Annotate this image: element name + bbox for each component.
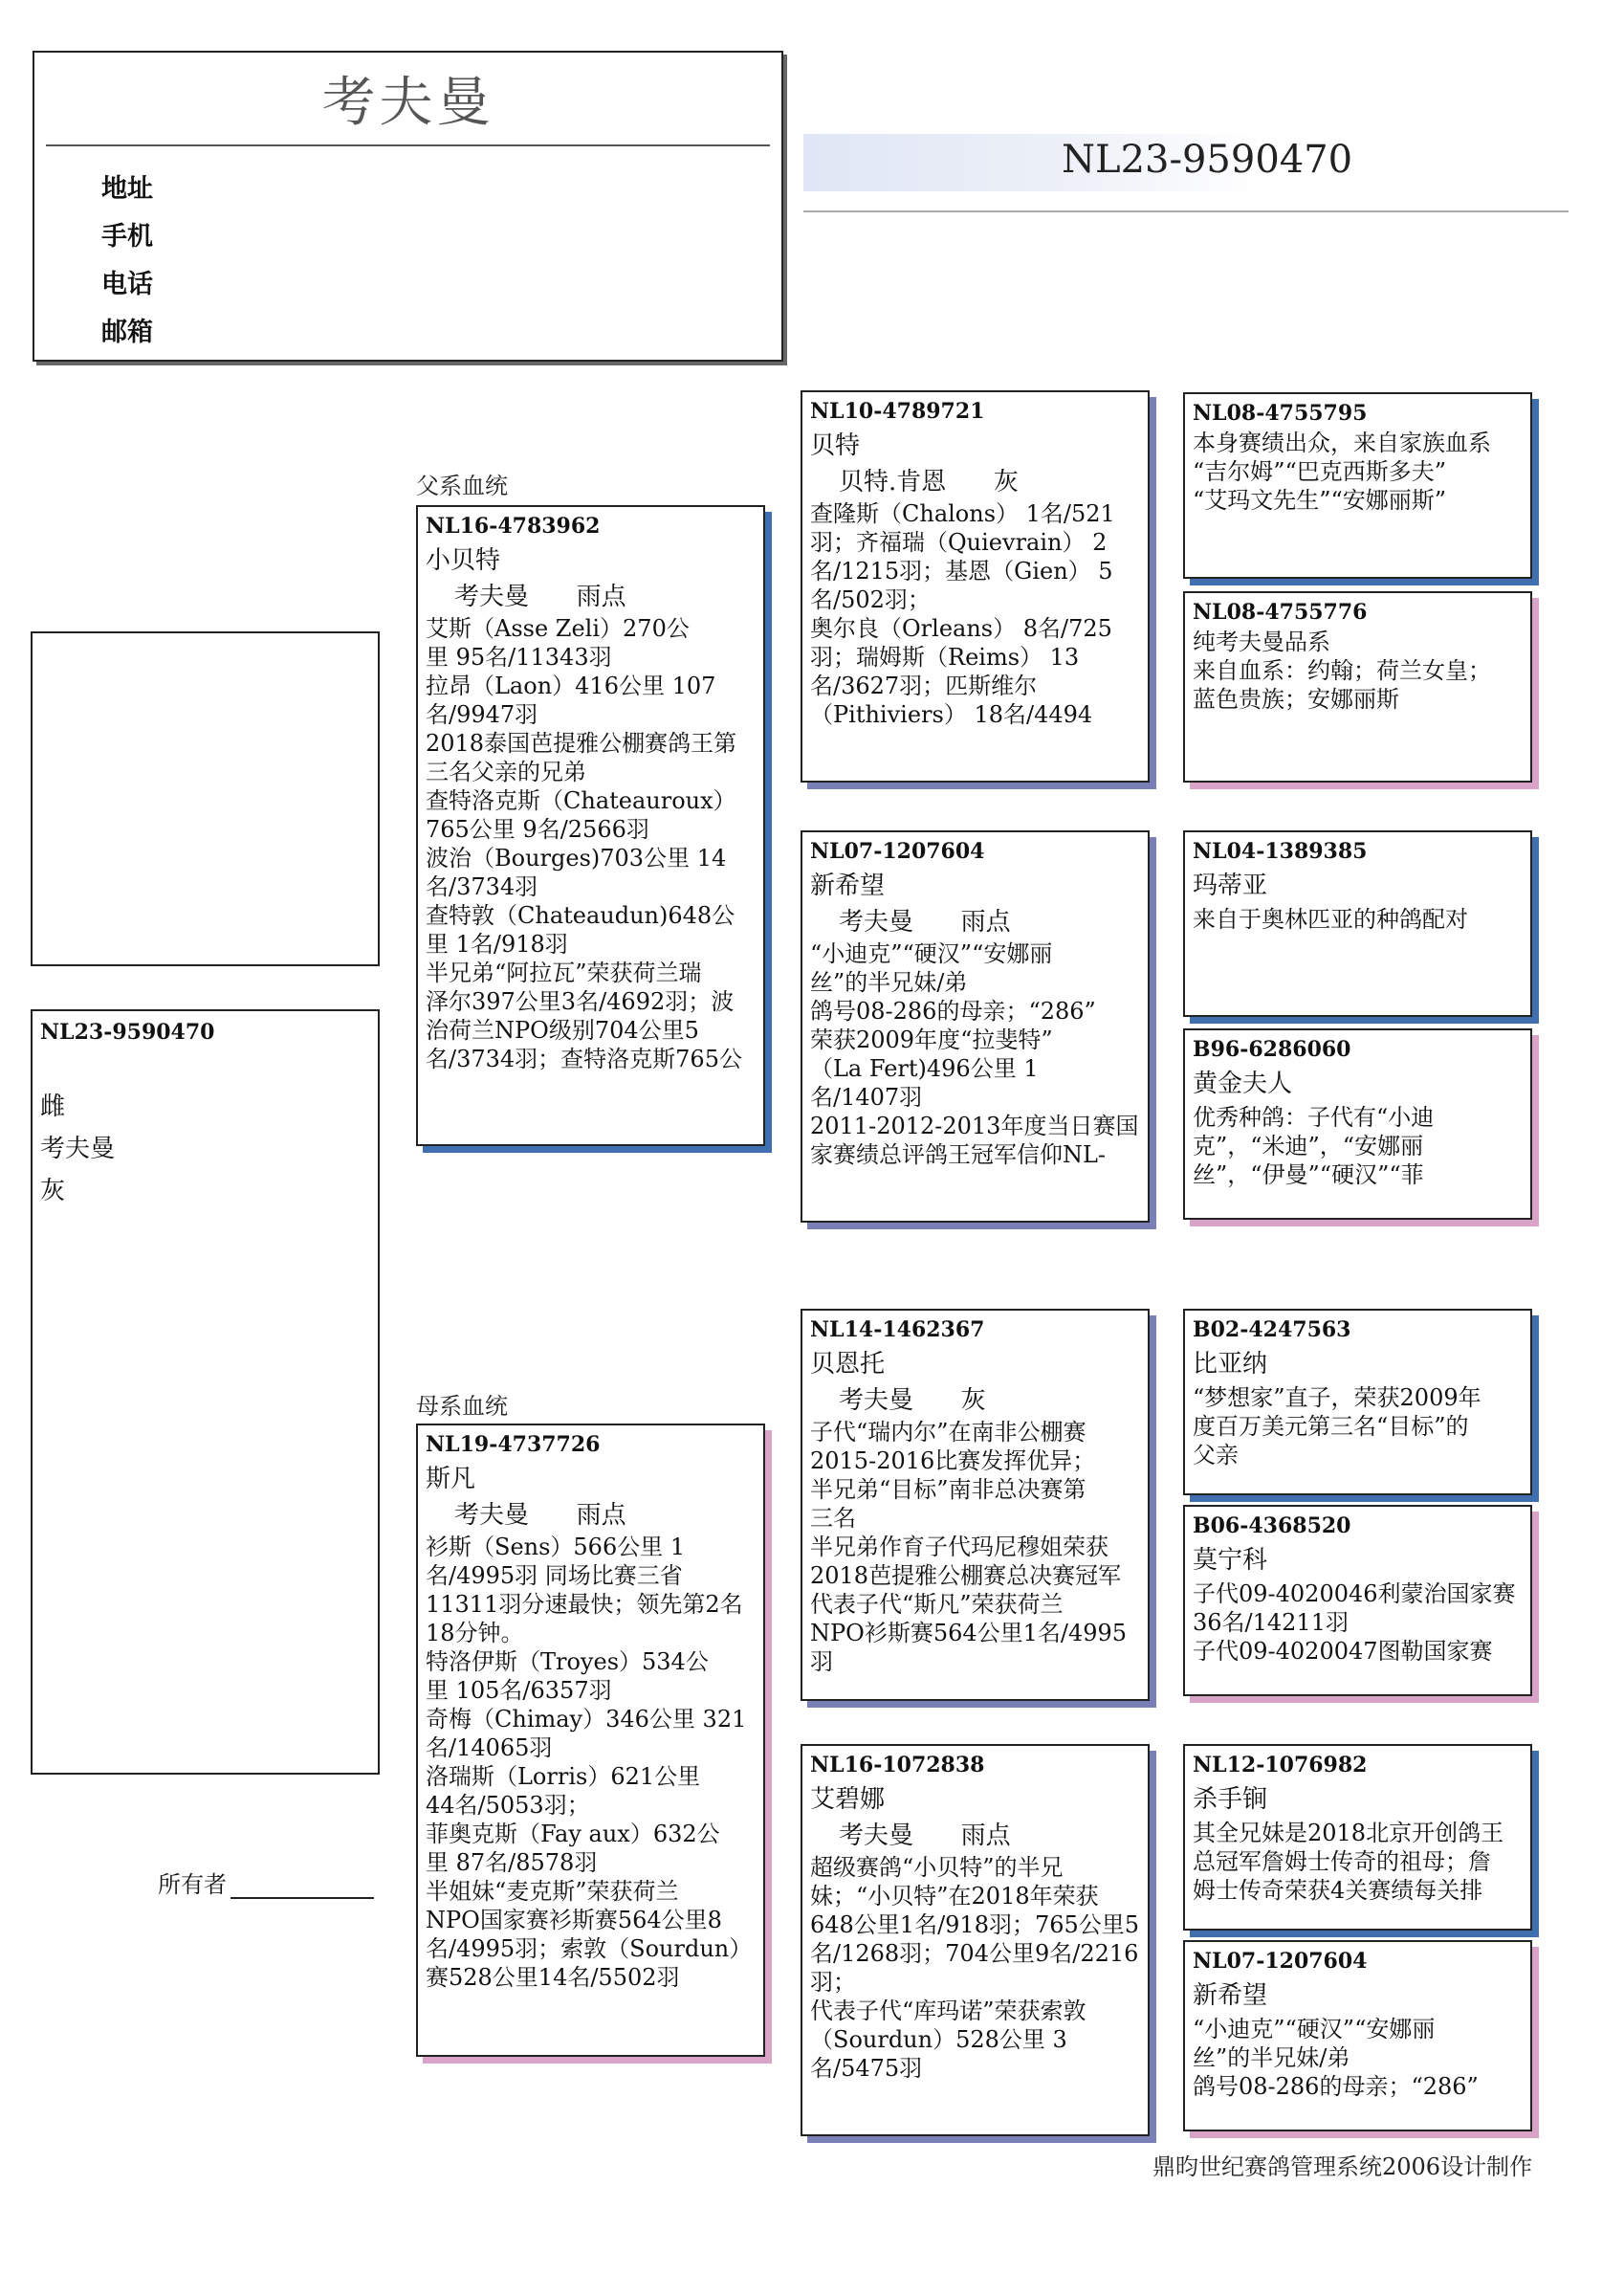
sire-note-line: 名/9947羽 bbox=[426, 701, 538, 728]
great-grandparent-name: 莫宁科 bbox=[1193, 1546, 1268, 1575]
dam-dam-strain-color: 考夫曼 雨点 bbox=[839, 1821, 1011, 1850]
sire-dam-note-line: 鸽号08-286的母亲；“286” bbox=[810, 998, 1096, 1025]
great-grandparent-name: 比亚纳 bbox=[1193, 1350, 1268, 1379]
sire-sire-note-line: 奥尔良（Orleans） 8名/725 bbox=[810, 615, 1112, 642]
sire-note-line: 2018泰国芭提雅公棚赛鸽王第 bbox=[426, 730, 737, 757]
dam-sire-note-line: 2015-2016比赛发挥优异； bbox=[810, 1447, 1096, 1474]
sire-note-line: 查特敦（Chateaudun)648公 bbox=[426, 902, 735, 929]
sire-note-line: 治荷兰NPO级别704公里5 bbox=[426, 1017, 699, 1044]
subject-strain: 考夫曼 bbox=[40, 1135, 116, 1163]
dam-strain-color: 考夫曼 雨点 bbox=[454, 1501, 626, 1530]
sire-note-line: 765公里 9名/2566羽 bbox=[426, 816, 649, 843]
sire-sire-note-line: 名/1215羽；基恩（Gien） 5 bbox=[810, 558, 1113, 585]
dam-note-line: 44名/5053羽； bbox=[426, 1792, 590, 1819]
subject-ring-number: NL23-9590470 bbox=[40, 1020, 215, 1045]
dam-sire-notes bbox=[810, 1418, 1140, 1676]
sire-dam-strain-color: 考夫曼 雨点 bbox=[839, 908, 1011, 937]
great-grandparent-box-6 bbox=[1183, 1505, 1532, 1696]
dam-sire-note-line: NPO衫斯赛564公里1名/4995羽 bbox=[810, 1620, 1128, 1675]
dam-sire-strain-color: 考夫曼 灰 bbox=[839, 1386, 986, 1415]
sire-note-line: 半兄弟“阿拉瓦”荣获荷兰瑞 bbox=[426, 960, 702, 986]
dam-line-label: 母系血统 bbox=[416, 1393, 508, 1420]
great-grandparent-box-8 bbox=[1183, 1940, 1532, 2131]
great-grandparent-ring-number: NL08-4755776 bbox=[1193, 600, 1368, 625]
sire-strain-color: 考夫曼 雨点 bbox=[454, 583, 626, 611]
dam-dam-note-line: （Sourdun）528公里 3 bbox=[810, 2026, 1067, 2053]
great-grandparent-note-line: 子代09-4020046利蒙治国家赛 bbox=[1193, 1580, 1516, 1607]
dam-note-line: 18分钟。 bbox=[426, 1620, 524, 1646]
dam-dam-note-line: 羽； bbox=[810, 1969, 856, 1996]
great-grandparent-note-line: 鸽号08-286的母亲；“286” bbox=[1193, 2073, 1479, 2100]
great-grandparent-ring-number: NL07-1207604 bbox=[1193, 1949, 1368, 1974]
dam-sire-ring-number: NL14-1462367 bbox=[810, 1317, 985, 1342]
sire-dam-note-line: 家赛绩总评鸽王冠军信仰NL- bbox=[810, 1141, 1107, 1168]
sire-note-line: 三名父亲的兄弟 bbox=[426, 759, 586, 785]
great-grandparent-note-line: “吉尔姆”“巴克西斯多夫” bbox=[1193, 458, 1447, 485]
dam-notes bbox=[426, 1533, 756, 1992]
great-grandparent-note-line: 父亲 bbox=[1193, 1442, 1239, 1468]
photo-frame bbox=[31, 631, 380, 966]
sire-sire-note-line: 羽；瑞姆斯（Reims） 13 bbox=[810, 644, 1080, 671]
dam-dam-note-line: 648公里1名/918羽；765公里5 bbox=[810, 1911, 1140, 1938]
dam-sire-note-line: 三名 bbox=[810, 1505, 856, 1532]
sire-dam-ring-number: NL07-1207604 bbox=[810, 839, 985, 864]
great-grandparent-box-4 bbox=[1183, 1028, 1532, 1220]
sire-ring-number: NL16-4783962 bbox=[426, 514, 601, 539]
header-divider bbox=[46, 144, 770, 146]
sire-note-line: 名/3734羽 bbox=[426, 873, 538, 900]
great-grandparent-note-line: “梦想家”直子，荣获2009年 bbox=[1193, 1384, 1481, 1411]
sire-note-line: 查特洛克斯（Chateauroux） bbox=[426, 787, 736, 814]
loft-header-card bbox=[33, 51, 783, 362]
owner-label: 所有者 bbox=[158, 1871, 227, 1898]
great-grandparent-note-line: 其全兄妹是2018北京开创鸽王 bbox=[1193, 1820, 1504, 1846]
great-grandparent-name: 玛蒂亚 bbox=[1193, 872, 1268, 900]
great-grandparent-note-line: 丝”的半兄妹/弟 bbox=[1193, 2044, 1350, 2071]
great-grandparent-note-line: 姆士传奇荣获4关赛绩每关排 bbox=[1193, 1877, 1483, 1904]
subject-bird-box bbox=[31, 1009, 380, 1775]
great-grandparent-note-line: 优秀种鸽：子代有“小迪 bbox=[1193, 1104, 1435, 1131]
mobile-label: 手机 bbox=[101, 222, 153, 252]
footer-credit: 鼎昀世纪赛鸽管理系统2006设计制作 bbox=[1152, 2153, 1533, 2180]
owner-signature-line bbox=[230, 1897, 374, 1899]
loft-name: 考夫曼 bbox=[321, 72, 494, 134]
dam-dam-box bbox=[801, 1744, 1150, 2136]
great-grandparent-note-line: 本身赛绩出众，来自家族血系 bbox=[1193, 430, 1491, 456]
dam-sire-note-line: 半兄弟“目标”南非总决赛第 bbox=[810, 1476, 1086, 1503]
sire-dam-note-line: 丝”的半兄妹/弟 bbox=[810, 969, 968, 996]
phone-label: 电话 bbox=[101, 270, 153, 299]
sire-sire-note-line: 名/3627羽；匹斯维尔 bbox=[810, 673, 1038, 699]
top-ring-number-area bbox=[803, 124, 1569, 210]
dam-name: 斯凡 bbox=[426, 1465, 476, 1493]
sire-box bbox=[416, 505, 765, 1146]
great-grandparent-ring-number: B96-6286060 bbox=[1193, 1037, 1351, 1062]
subject-sex: 雌 bbox=[40, 1093, 66, 1121]
ring-number-underline bbox=[803, 210, 1569, 212]
great-grandparent-ring-number: B02-4247563 bbox=[1193, 1317, 1351, 1342]
sire-sire-name: 贝特 bbox=[810, 431, 861, 460]
sire-sire-note-line: 名/502羽； bbox=[810, 586, 931, 613]
great-grandparent-box-1 bbox=[1183, 392, 1532, 579]
sire-name: 小贝特 bbox=[426, 546, 501, 575]
dam-dam-ring-number: NL16-1072838 bbox=[810, 1753, 985, 1777]
dam-dam-note-line: 名/1268羽；704公里9名/2216 bbox=[810, 1940, 1139, 1967]
dam-ring-number: NL19-4737726 bbox=[426, 1432, 601, 1457]
dam-dam-note-line: 名/5475羽 bbox=[810, 2055, 923, 2082]
sire-sire-ring-number: NL10-4789721 bbox=[810, 399, 985, 424]
sire-dam-name: 新希望 bbox=[810, 872, 886, 900]
great-grandparent-name: 杀手锏 bbox=[1193, 1785, 1268, 1814]
dam-sire-note-line: 半兄弟作育子代玛尼穆姐荣获 bbox=[810, 1534, 1108, 1560]
dam-note-line: 名/4995羽 同场比赛三省 bbox=[426, 1562, 683, 1589]
dam-note-line: 名/14065羽 bbox=[426, 1734, 553, 1761]
dam-sire-note-line: 代表子代“斯凡”荣获荷兰 bbox=[810, 1591, 1064, 1618]
great-grandparent-note-line: 丝”，“伊曼”“硬汉”“菲 bbox=[1193, 1161, 1424, 1188]
sire-note-line: 里 95名/11343羽 bbox=[426, 644, 612, 671]
sire-sire-note-line: 羽；齐福瑞（Quievrain） 2 bbox=[810, 529, 1108, 556]
top-ring-number: NL23-9590470 bbox=[1062, 138, 1353, 182]
sire-dam-note-line: “小迪克”“硬汉”“安娜丽 bbox=[810, 940, 1053, 967]
great-grandparent-note-line: 总冠军詹姆士传奇的祖母；詹 bbox=[1193, 1848, 1491, 1875]
great-grandparent-note-line: 度百万美元第三名“目标”的 bbox=[1193, 1413, 1469, 1440]
dam-dam-notes bbox=[810, 1853, 1140, 2083]
dam-note-line: 菲奥克斯（Fay aux）632公 bbox=[426, 1821, 720, 1847]
dam-note-line: 衫斯（Sens）566公里 1 bbox=[426, 1534, 686, 1560]
great-grandparent-note-line: 纯考夫曼品系 bbox=[1193, 629, 1330, 655]
sire-line-label: 父系血统 bbox=[416, 473, 508, 499]
dam-dam-note-line: 代表子代“库玛诺”荣获索敦 bbox=[810, 1998, 1086, 2024]
sire-note-line: 艾斯（Asse Zeli）270公 bbox=[426, 615, 690, 642]
great-grandparent-note-line: 来自于奥林匹亚的种鸽配对 bbox=[1193, 906, 1468, 933]
dam-dam-note-line: 妹；“小贝特”在2018年荣获 bbox=[810, 1883, 1099, 1910]
sire-note-line: 拉昂（Laon）416公里 107 bbox=[426, 673, 716, 699]
dam-note-line: 赛528公里14名/5502羽 bbox=[426, 1964, 680, 1991]
dam-note-line: 里 87名/8578羽 bbox=[426, 1849, 598, 1876]
great-grandparent-ring-number: B06-4368520 bbox=[1193, 1513, 1351, 1538]
dam-sire-note-line: 子代“瑞内尔”在南非公棚赛 bbox=[810, 1419, 1086, 1446]
great-grandparent-note-line: “小迪克”“硬汉”“安娜丽 bbox=[1193, 2016, 1436, 2042]
dam-note-line: 名/4995羽；索敦（Sourdun） bbox=[426, 1935, 753, 1962]
sire-sire-note-line: （Pithiviers） 18名/4494 bbox=[810, 701, 1093, 728]
sire-sire-box bbox=[801, 390, 1150, 783]
great-grandparent-ring-number: NL04-1389385 bbox=[1193, 839, 1368, 864]
dam-sire-box bbox=[801, 1309, 1150, 1701]
sire-dam-notes bbox=[810, 939, 1140, 1169]
dam-note-line: 奇梅（Chimay）346公里 321 bbox=[426, 1706, 747, 1733]
great-grandparent-box-3 bbox=[1183, 830, 1532, 1017]
dam-box bbox=[416, 1424, 765, 2057]
great-grandparent-box-7 bbox=[1183, 1744, 1532, 1931]
dam-note-line: 里 105名/6357羽 bbox=[426, 1677, 612, 1704]
sire-dam-note-line: 名/1407羽 bbox=[810, 1084, 923, 1111]
dam-note-line: 半姐妹“麦克斯”荣获荷兰 bbox=[426, 1878, 679, 1905]
sire-note-line: 里 1名/918羽 bbox=[426, 931, 568, 958]
great-grandparent-name: 黄金夫人 bbox=[1193, 1070, 1293, 1098]
great-grandparent-note-line: 来自血系：约翰；荷兰女皇； bbox=[1193, 657, 1491, 684]
sire-dam-note-line: 荣获2009年度“拉斐特” bbox=[810, 1027, 1053, 1053]
dam-note-line: NPO国家赛衫斯赛564公里8 bbox=[426, 1907, 722, 1933]
dam-dam-note-line: 超级赛鸽“小贝特”的半兄 bbox=[810, 1854, 1064, 1881]
sire-sire-strain-color: 贝特.肯恩 灰 bbox=[839, 468, 1019, 497]
dam-note-line: 11311羽分速最快；领先第2名 bbox=[426, 1591, 743, 1618]
dam-note-line: 特洛伊斯（Troyes）534公 bbox=[426, 1648, 709, 1675]
sire-note-line: 泽尔397公里3名/4692羽；波 bbox=[426, 988, 735, 1015]
sire-notes bbox=[426, 614, 756, 1073]
sire-sire-note-line: 查隆斯（Chalons） 1名/521 bbox=[810, 500, 1115, 527]
sire-dam-box bbox=[801, 830, 1150, 1223]
great-grandparent-note-line: 蓝色贵族；安娜丽斯 bbox=[1193, 686, 1399, 713]
email-label: 邮箱 bbox=[101, 318, 153, 347]
great-grandparent-note-line: 子代09-4020047图勒国家赛 bbox=[1193, 1638, 1493, 1665]
great-grandparent-name: 新希望 bbox=[1193, 1981, 1268, 2010]
address-label: 地址 bbox=[101, 174, 153, 204]
dam-sire-note-line: 2018芭提雅公棚赛总决赛冠军 bbox=[810, 1562, 1122, 1589]
dam-dam-name: 艾碧娜 bbox=[810, 1785, 886, 1814]
subject-color: 灰 bbox=[40, 1177, 66, 1205]
great-grandparent-box-2 bbox=[1183, 591, 1532, 783]
sire-note-line: 名/3734羽；查特洛克斯765公 bbox=[426, 1046, 742, 1072]
sire-dam-note-line: （La Fert)496公里 1 bbox=[810, 1055, 1039, 1082]
dam-note-line: 洛瑞斯（Lorris）621公里 bbox=[426, 1763, 701, 1790]
sire-dam-note-line: 2011-2012-2013年度当日赛国 bbox=[810, 1113, 1139, 1139]
sire-note-line: 波治（Bourges)703公里 14 bbox=[426, 845, 727, 872]
great-grandparent-ring-number: NL12-1076982 bbox=[1193, 1753, 1368, 1777]
great-grandparent-ring-number: NL08-4755795 bbox=[1193, 401, 1368, 426]
dam-sire-name: 贝恩托 bbox=[810, 1350, 886, 1379]
great-grandparent-note-line: 36名/14211羽 bbox=[1193, 1609, 1349, 1636]
great-grandparent-note-line: “艾玛文先生”“安娜丽斯” bbox=[1193, 487, 1447, 514]
great-grandparent-note-line: 克”，“米迪”，“安娜丽 bbox=[1193, 1133, 1424, 1159]
sire-sire-notes bbox=[810, 499, 1140, 729]
owner-field bbox=[158, 1866, 374, 1899]
great-grandparent-box-5 bbox=[1183, 1309, 1532, 1495]
